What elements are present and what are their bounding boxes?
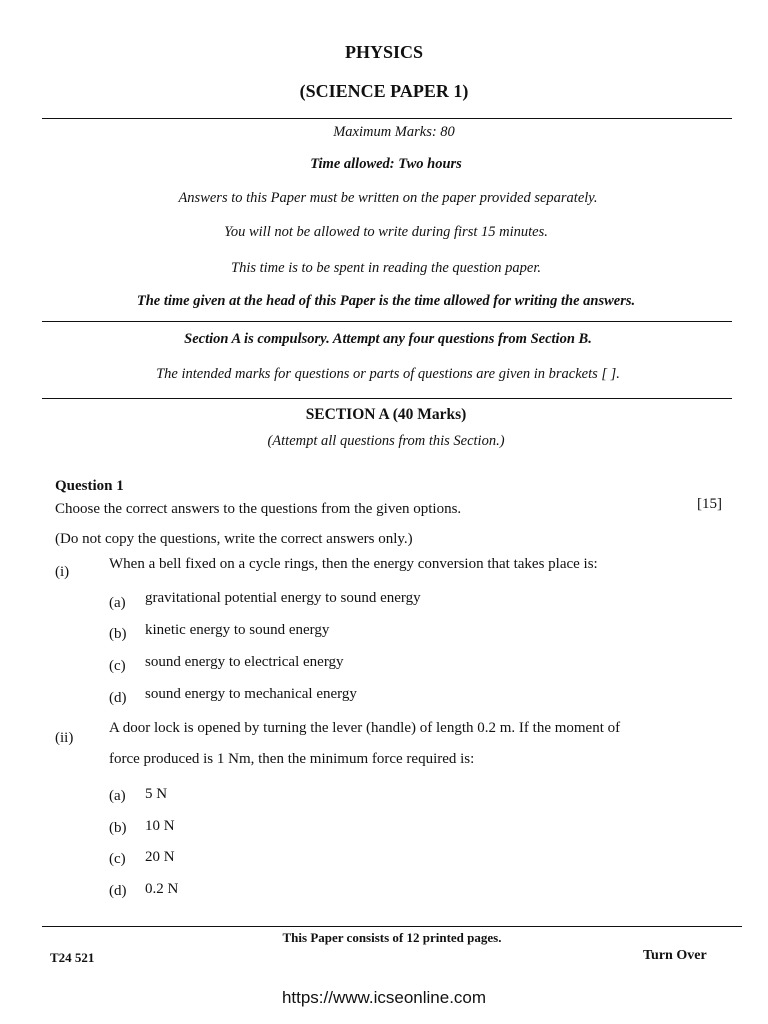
paper-code: T24 521 <box>50 950 95 965</box>
option-label: (b) <box>109 626 127 642</box>
part-text-ii-line-1: A door lock is opened by turning the lever (handle) of length 0.2 m. If the moment of <box>109 720 621 736</box>
option-label: (a) <box>109 788 126 804</box>
instruction-line-2: You will not be allowed to write during first 15 minutes. <box>224 224 548 240</box>
divider-middle <box>42 321 732 322</box>
divider-footer <box>42 926 742 927</box>
section-subtitle: (Attempt all questions from this Section.) <box>267 433 505 449</box>
option-text: kinetic energy to sound energy <box>145 622 330 638</box>
question-heading: Question 1 <box>55 478 124 494</box>
option-text: gravitational potential energy to sound energy <box>145 590 421 606</box>
option-label: (a) <box>109 595 126 611</box>
part-number-i: (i) <box>55 564 70 580</box>
source-url: https://www.icseonline.com <box>281 988 487 1007</box>
question-marks: [15] <box>697 496 722 512</box>
option-text: 0.2 N <box>145 881 179 897</box>
instruction-line-3: This time is to be spent in reading the question paper. <box>231 260 541 276</box>
instruction-line-4: The time given at the head of this Paper is the time allowed for writing the answers. <box>136 293 636 309</box>
option-text: 10 N <box>145 818 175 834</box>
time-allowed: Time allowed: Two hours <box>310 156 462 172</box>
max-marks: Maximum Marks: 80 <box>333 124 455 140</box>
divider-top <box>42 118 732 119</box>
instruction-line-6: The intended marks for questions or parts of questions are given in brackets [ ]. <box>156 366 620 382</box>
instruction-line-5: Section A is compulsory. Attempt any four questions from Section B. <box>184 331 592 347</box>
instruction-line-1: Answers to this Paper must be written on the paper provided separately. <box>178 190 598 206</box>
part-text-i: When a bell fixed on a cycle rings, then the energy conversion that takes place is: <box>109 556 598 572</box>
option-text: 20 N <box>145 849 175 865</box>
question-instruction-2: (Do not copy the questions, write the correct answers only.) <box>55 531 413 547</box>
paper-subject: PHYSICS <box>344 42 424 62</box>
option-label: (c) <box>109 658 126 674</box>
section-title: SECTION A (40 Marks) <box>305 406 467 423</box>
part-text-ii-line-2: force produced is 1 Nm, then the minimum force required is: <box>109 751 475 767</box>
question-instruction-1: Choose the correct answers to the questions from the given options. <box>55 501 462 517</box>
page-count-note: This Paper consists of 12 printed pages. <box>282 930 502 945</box>
option-text: sound energy to electrical energy <box>145 654 344 670</box>
turn-over-label: Turn Over <box>643 948 707 963</box>
option-text: sound energy to mechanical energy <box>145 686 357 702</box>
option-text: 5 N <box>145 786 168 802</box>
option-label: (d) <box>109 883 127 899</box>
option-label: (d) <box>109 690 127 706</box>
divider-bottom <box>42 398 732 399</box>
part-number-ii: (ii) <box>55 730 74 746</box>
paper-title: (SCIENCE PAPER 1) <box>299 81 469 101</box>
option-label: (b) <box>109 820 127 836</box>
option-label: (c) <box>109 851 126 867</box>
